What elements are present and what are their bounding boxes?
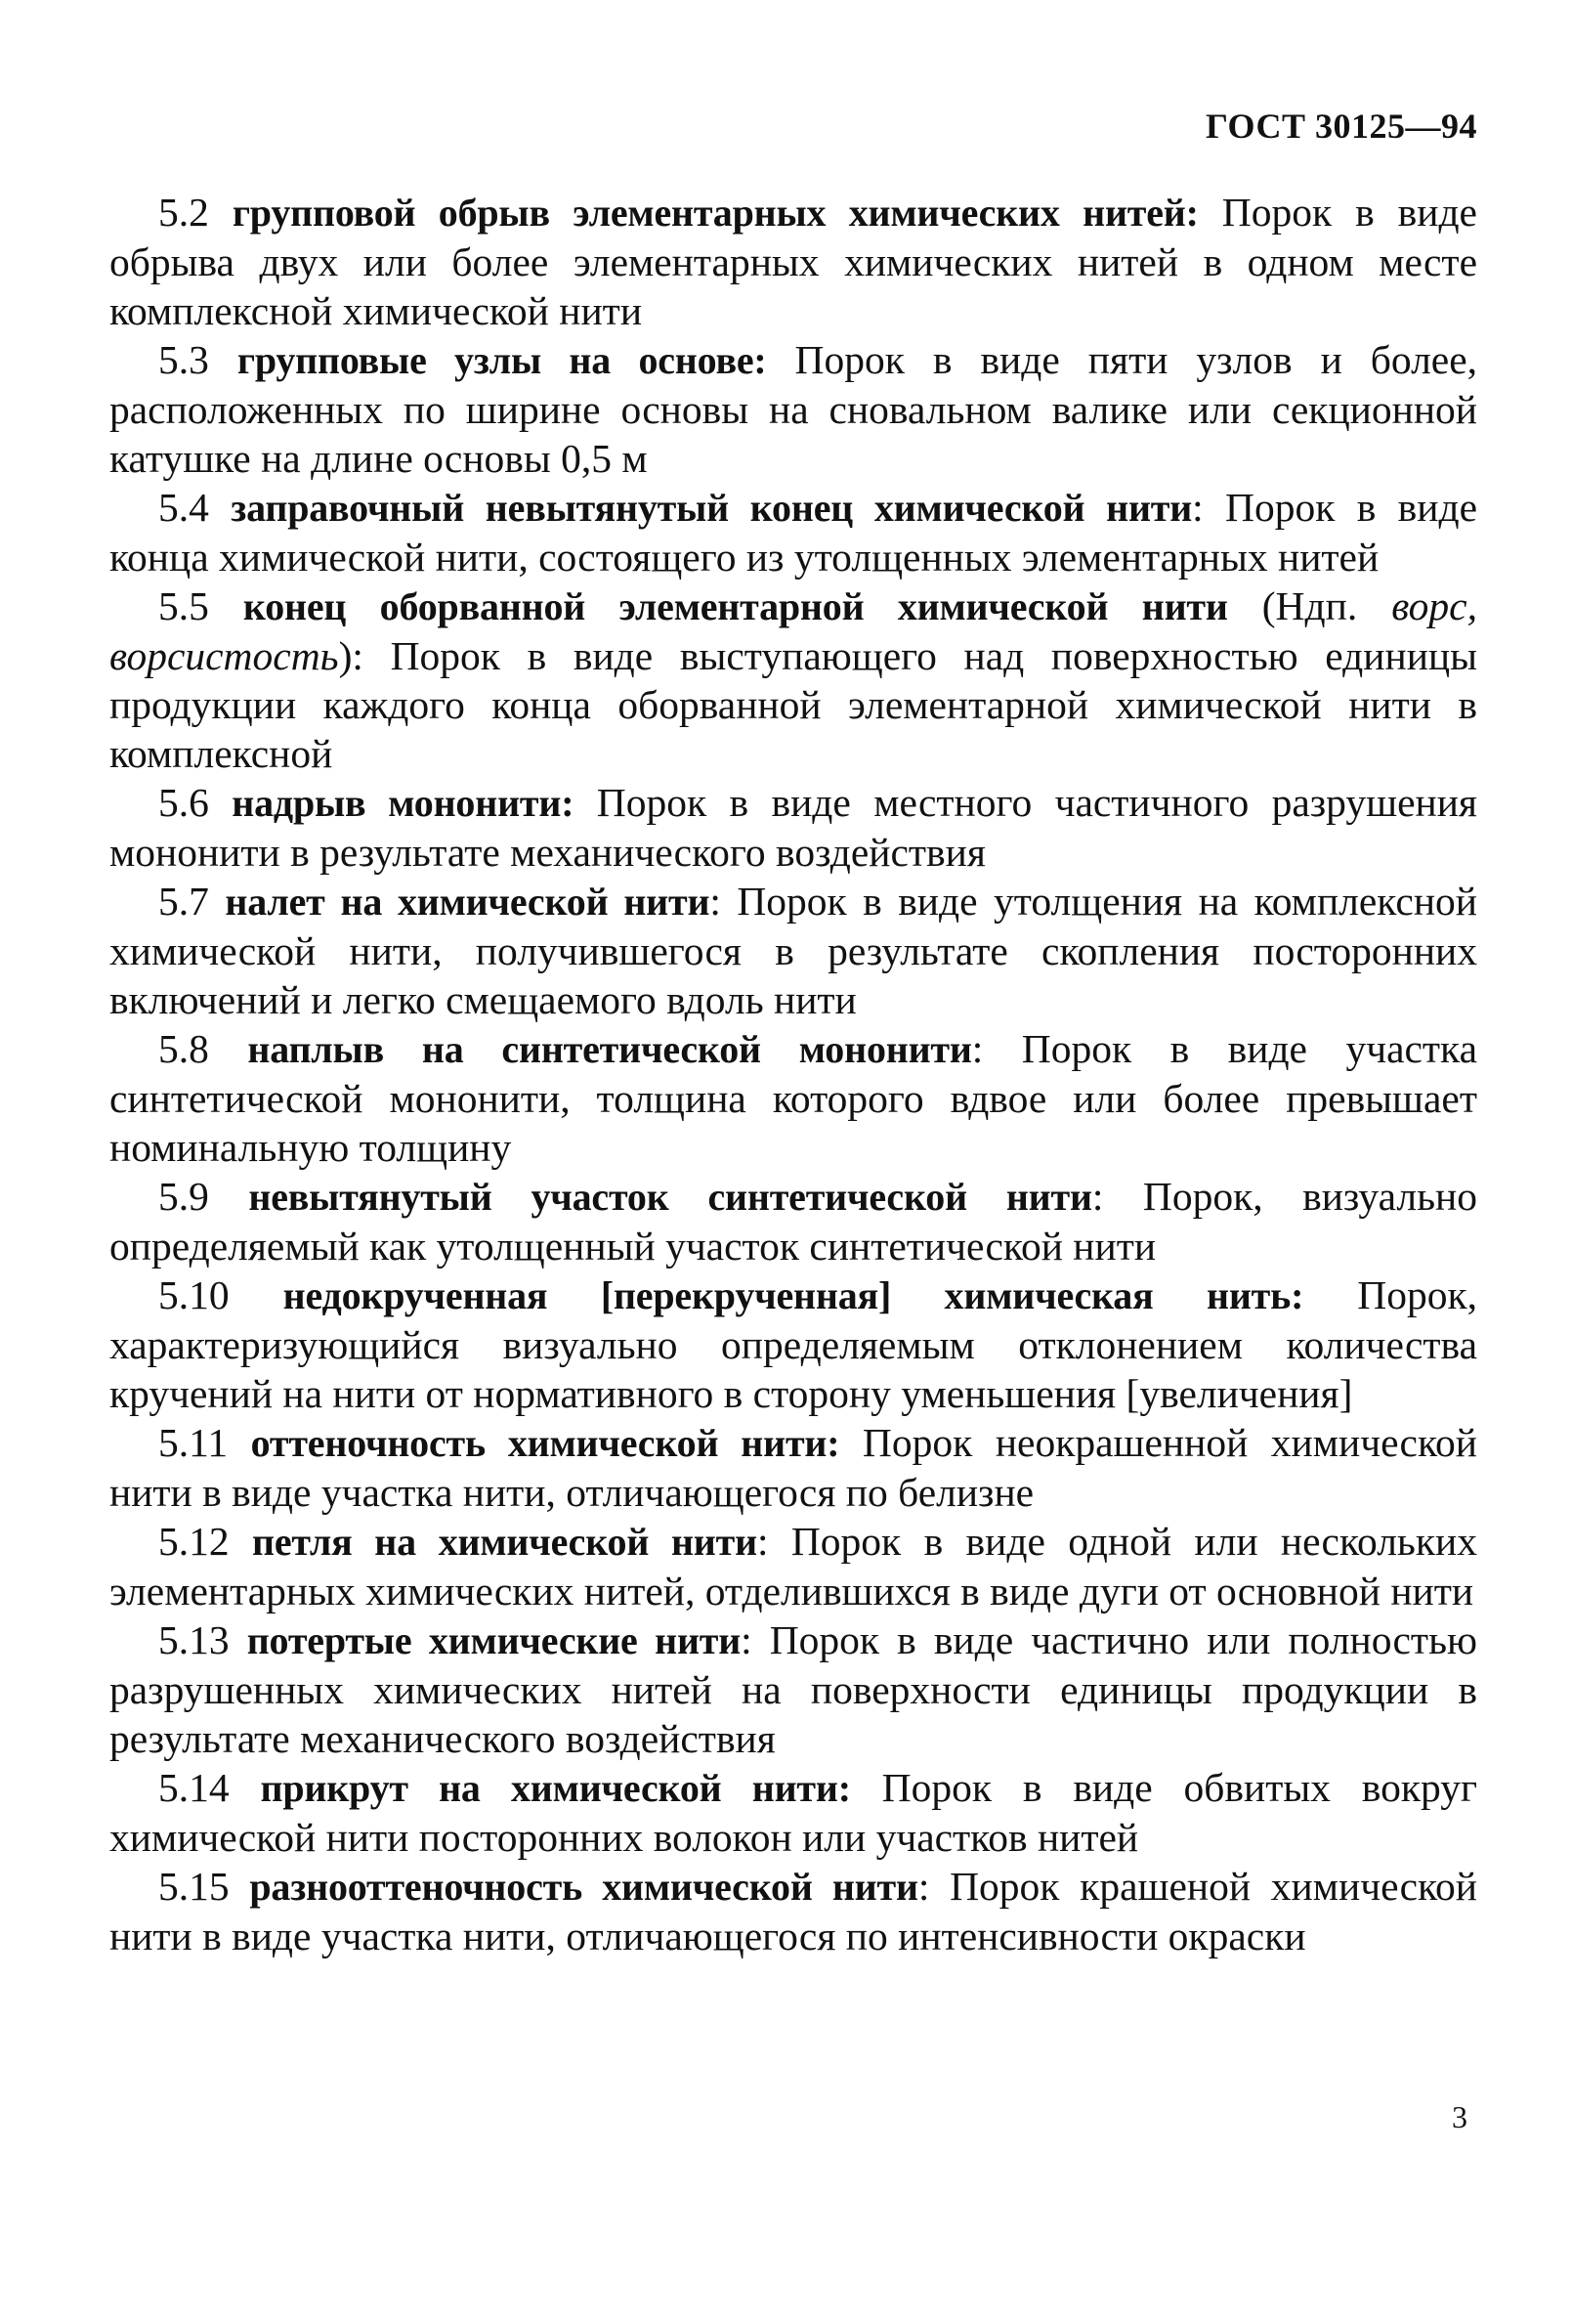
entry-text: Порок в виде обрыва двух или более элементарных химических нитей в одном месте комплексной химической нити [109, 190, 1477, 333]
entry-number: 5.3 [158, 337, 209, 382]
definition-entry-5-5 [109, 581, 1477, 778]
entry-number: 5.8 [158, 1026, 209, 1071]
entry-number: 5.15 [158, 1864, 230, 1909]
entry-number: 5.10 [158, 1272, 230, 1317]
page-number: 3 [1452, 2099, 1467, 2134]
definition-entry-5-8 [109, 1024, 1477, 1172]
definition-entry-5-13 [109, 1615, 1477, 1763]
entry-deprecated-note: ворс, ворсистость [109, 583, 1477, 678]
entry-text: : Порок в виде конца химической нити, состоящего из утолщенных элементарных нитей [109, 485, 1477, 580]
definition-entry-5-10 [109, 1270, 1477, 1418]
entry-term: заправочный невытянутый конец химической нити [231, 486, 1193, 530]
entry-term: разнооттеночность химической нити [249, 1865, 918, 1909]
definition-entry-5-15 [109, 1862, 1477, 1960]
definition-entry-5-3 [109, 335, 1477, 483]
definitions-list [109, 188, 1477, 1960]
entry-number: 5.5 [158, 583, 209, 628]
entry-text: : Порок, визуально определяемый как утолщенный участок синтетической нити [109, 1174, 1478, 1269]
entry-term: наплыв на синтетической мононити [247, 1027, 972, 1071]
definition-entry-5-14 [109, 1763, 1477, 1862]
entry-text: : Порок в виде участка синтетической мононити, толщина которого вдвое или более превышает номинальную толщину [109, 1026, 1477, 1170]
entry-text: : Порок в виде одной или нескольких элементарных химических нитей, отделившихся в виде дуги от основной нити [109, 1519, 1477, 1614]
definition-entry-5-4 [109, 483, 1477, 581]
definition-entry-5-11 [109, 1418, 1477, 1517]
entry-number: 5.14 [158, 1765, 230, 1810]
entry-term: потертые химические нити [246, 1618, 742, 1662]
entry-number: 5.4 [158, 485, 209, 530]
entry-term: прикрут на химической нити: [260, 1766, 851, 1810]
entry-number: 5.12 [158, 1519, 230, 1564]
entry-term: оттеночность химической нити: [250, 1421, 840, 1465]
definition-entry-5-9 [109, 1172, 1477, 1270]
entry-text: : Порок в виде частично или полностью разрушенных химических нитей на поверхности единицы продукции в результате механического воздействия [109, 1617, 1477, 1761]
entry-term: налет на химической нити [225, 880, 710, 924]
entry-text: Порок неокрашенной химической нити в виде участка нити, отличающегося по белизне [109, 1420, 1477, 1515]
entry-term: групповые узлы на основе: [236, 338, 767, 382]
entry-term: невытянутый участок синтетической нити [248, 1175, 1092, 1219]
entry-text: Порок в виде пяти узлов и более, расположенных по ширине основы на сновальном валике или секционной катушке на длине основы 0,5 м [109, 337, 1478, 481]
definition-entry-5-12 [109, 1517, 1477, 1615]
definition-entry-5-2 [109, 188, 1477, 335]
entry-number: 5.11 [158, 1420, 229, 1465]
entry-text: Порок, характеризующийся визуально определяемым отклонением количества кручений на нити от нормативного в сторону уменьшения [увеличения] [109, 1272, 1477, 1416]
entry-text: : Порок крашеной химической нити в виде участка нити, отличающегося по интенсивности окраски [109, 1864, 1477, 1958]
definition-entry-5-6 [109, 778, 1477, 877]
entry-number: 5.7 [158, 879, 209, 924]
entry-text: Порок в виде обвитых вокруг химической нити посторонних волокон или участков нитей [109, 1765, 1477, 1860]
entry-text: : Порок в виде утолщения на комплексной химической нити, получившегося в результате скопления посторонних включений и легко смещаемого вдоль нити [109, 879, 1477, 1022]
entry-term: петля на химической нити [251, 1520, 757, 1564]
entry-number: 5.13 [158, 1617, 230, 1662]
entry-number: 5.6 [158, 780, 209, 825]
entry-term: групповой обрыв элементарных химических нитей: [232, 191, 1199, 235]
entry-text: ): Порок в виде выступающего над поверхностью единицы продукции каждого конца оборванной элементарной химической нити в комплексной [109, 633, 1477, 776]
entry-term: недокрученная [перекрученная] химическая нить: [282, 1273, 1304, 1317]
definition-entry-5-7 [109, 877, 1477, 1024]
entry-pre-note: (Ндп. [1227, 583, 1392, 628]
entry-term: конец оборванной элементарной химической нити [242, 584, 1228, 628]
document-code-header: ГОСТ 30125—94 [1206, 107, 1477, 146]
entry-term: надрыв мононити: [232, 781, 574, 825]
entry-number: 5.2 [158, 190, 209, 235]
entry-number: 5.9 [158, 1174, 209, 1219]
entry-text: Порок в виде местного частичного разрушения мононити в результате механического воздействия [109, 780, 1478, 875]
